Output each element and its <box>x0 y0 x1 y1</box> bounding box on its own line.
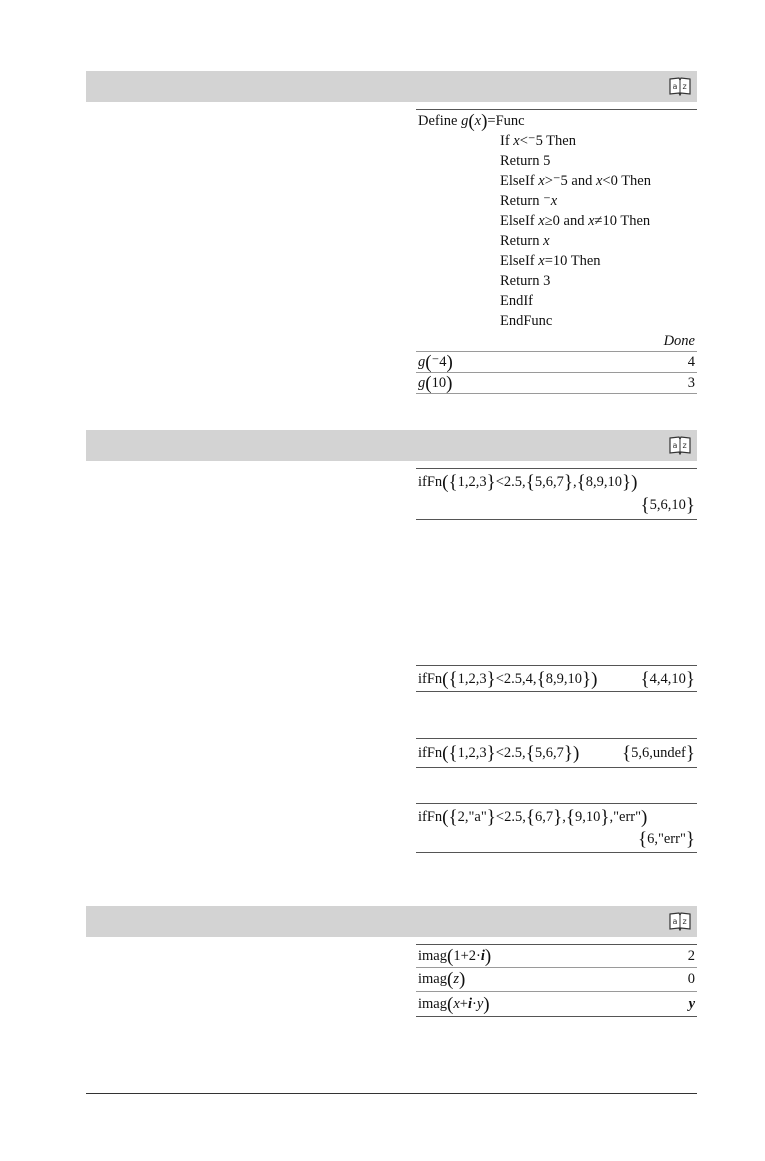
catalog-book-icon <box>669 911 691 931</box>
iffn-expr: ifFn({2,"a"}<2.5,{6,7},{9,10},"err") <box>418 807 648 828</box>
define-example-panel <box>416 109 697 394</box>
code-line: Define g(x)=Func <box>418 111 525 132</box>
imag-row: imag(z) 0 <box>418 969 695 990</box>
iffn-expr: ifFn({1,2,3}<2.5,4,{8,9,10}) {4,4,10} <box>418 669 695 690</box>
code-line: ElseIf x≥0 and x≠10 Then <box>500 213 651 229</box>
iffn-example-1 <box>416 468 697 520</box>
iffn-expr: ifFn({1,2,3}<2.5,{5,6,7}) {5,6,undef} <box>418 743 695 764</box>
eval-row: g(10) 3 <box>418 373 695 394</box>
imag-row: imag(x+i·y) y <box>418 994 695 1015</box>
iffn-expr: ifFn({1,2,3}<2.5,{5,6,7},{8,9,10}) <box>418 472 638 493</box>
eval-result: 3 <box>687 375 695 391</box>
iffn-example-2 <box>416 665 697 692</box>
define-result: Done <box>663 333 695 349</box>
imag-example-panel <box>416 944 697 1017</box>
svg-text:a: a <box>672 917 678 926</box>
svg-text:z: z <box>682 82 687 91</box>
svg-text:a: a <box>672 82 678 91</box>
code-line: ElseIf x>⁻5 and x<0 Then <box>500 173 651 189</box>
code-line: EndFunc <box>500 313 553 329</box>
code-line: Return x <box>500 233 550 249</box>
iffn-result-row: {5,6,10} <box>640 495 695 516</box>
eval-result: 4 <box>687 354 695 370</box>
eval-row: g(⁻4) 4 <box>418 352 695 373</box>
code-line: If x<⁻5 Then <box>500 133 576 149</box>
imag-result: 2 <box>687 948 695 964</box>
iffn-result-row: {6,"err"} <box>637 829 695 850</box>
code-line: ElseIf x=10 Then <box>500 253 601 269</box>
svg-text:z: z <box>682 441 687 450</box>
section-header-if <box>86 71 697 102</box>
iffn-example-3 <box>416 738 697 768</box>
code-line: Return 3 <box>500 273 551 289</box>
define-result-row <box>416 331 697 352</box>
catalog-book-icon <box>669 76 691 96</box>
imag-row: imag(1+2·i) 2 <box>418 946 695 967</box>
footer-rule <box>86 1093 697 1094</box>
section-header-imag <box>86 906 697 937</box>
svg-text:z: z <box>682 917 687 926</box>
code-line: Return 5 <box>500 153 551 169</box>
imag-result: 0 <box>687 971 695 987</box>
iffn-example-4 <box>416 803 697 853</box>
code-line: Return ⁻x <box>500 193 558 209</box>
svg-text:a: a <box>672 441 678 450</box>
catalog-book-icon <box>669 435 691 455</box>
code-line: EndIf <box>500 293 534 309</box>
imag-result: y <box>688 996 695 1012</box>
section-header-iffn <box>86 430 697 461</box>
